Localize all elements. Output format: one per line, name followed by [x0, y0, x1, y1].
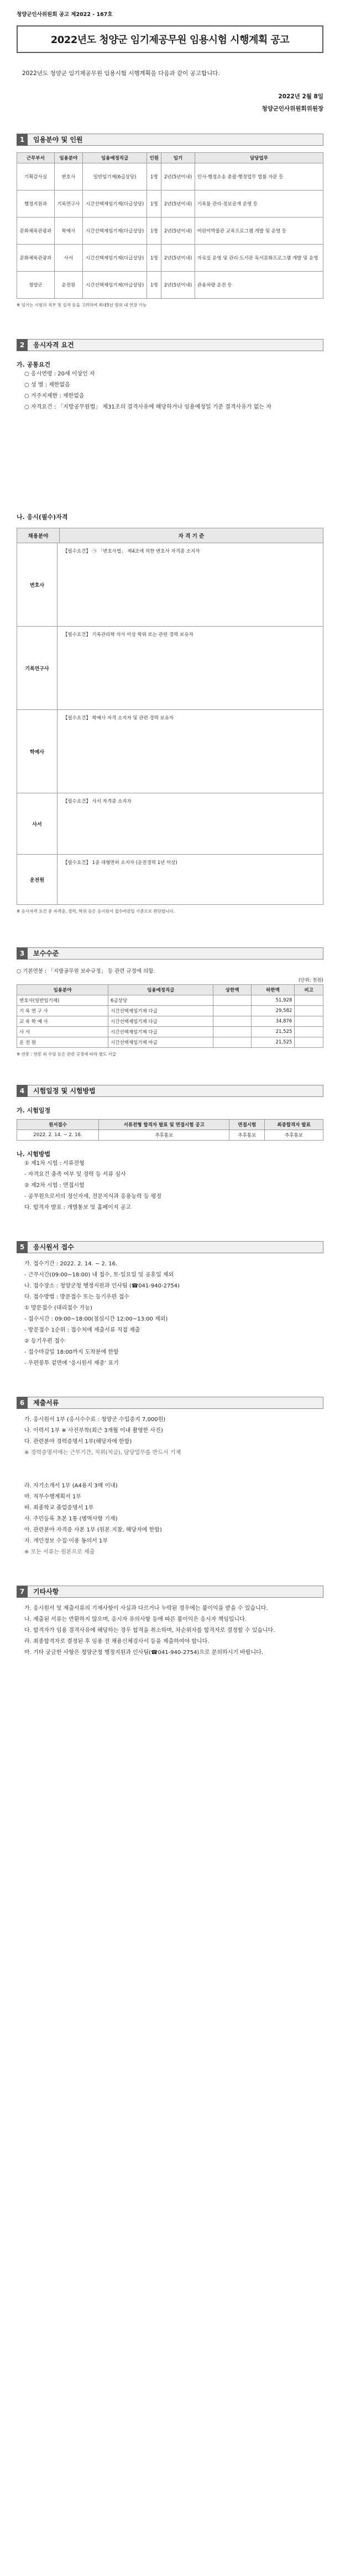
- section-1-header: [17, 134, 323, 146]
- issuer: 청양군인사위원회위원장: [261, 105, 323, 112]
- qual-label: 기록연구사: [17, 627, 57, 709]
- table-row: [17, 1037, 323, 1048]
- section-5-header: [17, 1241, 323, 1253]
- apply-line: ② 등기우편 접수: [24, 1338, 65, 1344]
- cell: 기록연구사: [54, 190, 82, 218]
- doc-line: ※ 경력증명서에는 근무기간, 직위(직급), 담당업무를 반드시 기재: [24, 1450, 181, 1456]
- cell: 일반임기제(6급상당): [82, 163, 147, 190]
- cell: [295, 1016, 323, 1027]
- qual-header: [17, 528, 323, 543]
- qual-label: 사서: [17, 793, 57, 854]
- cell: 교 육 학 예 사: [17, 1016, 108, 1027]
- common-req-3: ○ 거주지제한 : 제한없음: [24, 393, 85, 399]
- cell: 관용차량 운전 등: [195, 272, 323, 299]
- qual-body: 【필수요건】 사서 자격증 소지자: [63, 799, 132, 804]
- cell: [213, 1016, 251, 1027]
- notice-page: [17, 0, 323, 1658]
- qual-label: 학예사: [17, 710, 57, 793]
- cell: 시간선택제임기제 다급: [108, 1006, 213, 1016]
- section-title: 제출서류: [28, 1397, 323, 1409]
- qual-row: [17, 855, 323, 904]
- qual-head-field: 채용분야: [17, 528, 60, 543]
- section-number: 3: [17, 947, 28, 960]
- doc-line: 아. 관련분야 자격증 사본 1부 (원본 지참, 해당자에 한함): [24, 1527, 162, 1533]
- th-field: 임용분야: [17, 985, 108, 995]
- pay-unit: (단위: 천원): [298, 978, 323, 983]
- doc-line: 마. 직무수행계획서 1부: [24, 1494, 81, 1500]
- qual-head-criteria: 자 격 기 준: [178, 533, 205, 539]
- misc-list: [17, 1603, 323, 1658]
- cell: 변호사(일반임기제): [17, 995, 108, 1006]
- misc-line: 다. 합격자가 임용 결격사유에 해당하는 경우 합격을 취소하며, 차순위자를 합격자로 결정할 수 있습니다.: [24, 1628, 275, 1634]
- date-block: [17, 91, 323, 115]
- section-number: 1: [17, 134, 28, 146]
- section-number: 7: [17, 1586, 28, 1598]
- apply-line: 나. 접수장소 : 청양군청 행정지원과 인사팀 (☎041-940-2754): [24, 1283, 180, 1289]
- th-interview: 면접시험: [229, 1120, 265, 1130]
- qual-body: 【필수요건】 학예사 자격 소지자 및 관련 경력 보유자: [63, 715, 174, 721]
- cell: 문화체육관광과: [17, 218, 55, 245]
- section-title: 임용분야 및 인원: [28, 134, 323, 146]
- cell: 사서: [54, 245, 82, 272]
- table-row: [17, 163, 323, 190]
- th-apply: 원서접수: [17, 1120, 99, 1130]
- doc-line: 다. 관련분야 경력증명서 1부(해당자에 한함): [24, 1439, 132, 1445]
- section-title: 응시원서 접수: [28, 1241, 323, 1253]
- cell: 시간선택제임기제(다급상당): [82, 190, 147, 218]
- schedule-title: 가. 시험일정: [17, 1107, 51, 1114]
- table-row: [17, 272, 323, 299]
- table-row: [17, 1027, 323, 1037]
- cell: 변호사: [54, 163, 82, 190]
- cell: 1명: [147, 245, 161, 272]
- cell: 51,928: [251, 995, 295, 1006]
- common-req-4: ○ 자격요건 : 「지방공무원법」 제31조의 결격사유에 해당하거나 임용예정일 기준 결격사유가 없는 자: [24, 404, 271, 410]
- th-dept: 근무부서: [17, 153, 55, 163]
- doc-line: 가. 응시원서 1부 (응시수수료 : 청양군 수입증지 7,000원): [24, 1417, 166, 1423]
- apply-line: ① 방문접수 (대리접수 가능): [24, 1305, 92, 1311]
- table-row: [17, 190, 323, 218]
- cell: [213, 995, 251, 1006]
- section-number: 4: [17, 1085, 28, 1097]
- th-rank: 임용예정직급: [108, 985, 213, 995]
- cell: 시간선택제임기제 다급: [108, 1027, 213, 1037]
- cell: 시간선택제임기제 마급: [108, 1037, 213, 1048]
- cell: 운전원: [54, 272, 82, 299]
- cell: 1명: [147, 190, 161, 218]
- apply-line: 다. 접수방법 : 방문접수 또는 등기우편 접수: [24, 1294, 129, 1300]
- cell: 2년(5년이내): [161, 272, 195, 299]
- section-3-header: [17, 947, 323, 960]
- cell: 추후통보: [229, 1130, 265, 1141]
- cell: 6급상당: [108, 995, 213, 1006]
- cell: 기 록 연 구 사: [17, 1006, 108, 1016]
- qual-row: [17, 793, 323, 855]
- cell: 문화체육관광과: [17, 245, 55, 272]
- notice-number: 청양군인사위원회 공고 제2022 - 167호: [17, 12, 113, 18]
- cell: 학예사: [54, 218, 82, 245]
- cell: 34,876: [251, 1016, 295, 1027]
- qual-label: 운전원: [17, 855, 57, 904]
- table-row: [17, 995, 323, 1006]
- cell: [295, 1027, 323, 1037]
- cell: [295, 1006, 323, 1016]
- cell: 2년(5년이내): [161, 190, 195, 218]
- th-duty: 담당업무: [195, 153, 323, 163]
- cell: 기록물 관리·정보공개 운영 등: [195, 190, 323, 218]
- method-line: - 자격요건 충족 여부 및 경력 등 서류 심사: [24, 1172, 126, 1178]
- section-2-header: [17, 339, 323, 351]
- notice-date: 2022년 2월 8일: [278, 93, 323, 100]
- section-number: 6: [17, 1397, 28, 1409]
- misc-line: 가. 응시원서 및 제출서류의 기재사항이 사실과 다르거나 누락된 경우에는 불이익을 받을 수 있습니다.: [24, 1605, 268, 1612]
- cell: [213, 1027, 251, 1037]
- table-row: [17, 1006, 323, 1016]
- pay-note: ※ 연봉 : 연봉 외 수당 등은 관련 규정에 따라 별도 지급: [17, 1052, 116, 1057]
- cell: 1명: [147, 218, 161, 245]
- table-row: [17, 1130, 323, 1141]
- cell: 추후통보: [99, 1130, 229, 1141]
- qual-body: 【필수요건】 ㉠ 「변호사법」 제4조에 의한 변호사 자격증 소지자: [63, 549, 200, 554]
- th-upper: 상한액: [213, 985, 251, 995]
- doc-line: 바. 최종학교 졸업증명서 1부: [24, 1505, 94, 1511]
- section-number: 2: [17, 339, 28, 351]
- doc-line: 라. 자기소개서 1부 (A4용지 3매 이내): [24, 1483, 118, 1489]
- positions-table: [17, 152, 323, 299]
- section-number: 5: [17, 1241, 28, 1253]
- cell: [213, 1037, 251, 1048]
- cell: 운 전 원: [17, 1037, 108, 1048]
- common-req-1: ○ 응시연령 : 20세 이상인 자: [24, 371, 95, 377]
- cell: 1명: [147, 272, 161, 299]
- cell: 행정지원과: [17, 190, 55, 218]
- section-4-header: [17, 1085, 323, 1097]
- qual-body: 【필수요건】 기록관리학 석사 이상 학위 또는 관련 경력 보유자: [63, 632, 193, 638]
- pay-lead: ○ 기본연봉 : 「지방공무원 보수규정」 등 관련 규정에 의함.: [17, 968, 155, 974]
- cell: 시간선택제임기제(마급상당): [82, 272, 147, 299]
- misc-line: 마. 기타 궁금한 사항은 청양군청 행정지원과 인사팀(☎041-940-2754)으로 문의하시기 바랍니다.: [24, 1650, 264, 1656]
- apply-list: [17, 1259, 323, 1369]
- method-line: ① 제1차 시험 : 서류전형: [24, 1160, 85, 1167]
- doc-line: 자. 개인정보 수집·이용 동의서 1부: [24, 1538, 108, 1544]
- cell: 기획감사실: [17, 163, 55, 190]
- section-title: 기타사항: [28, 1586, 323, 1598]
- th-field: 임용분야: [54, 153, 82, 163]
- apply-line: - 방문접수 1순위 : 접수처에 제출서류 직접 제출: [24, 1327, 140, 1333]
- cell: 2년(5년이내): [161, 218, 195, 245]
- cell: [295, 995, 323, 1006]
- qual-title: 나. 응시(필수)자격: [17, 513, 68, 521]
- schedule-table: [17, 1119, 323, 1141]
- docs-list: [17, 1414, 323, 1558]
- cell: 자료실 운영 및 관리·도서관 독서문화프로그램 개발 및 운영: [195, 245, 323, 272]
- th-term: 임기: [161, 153, 195, 163]
- section-7-header: [17, 1586, 323, 1598]
- table-row: [17, 245, 323, 272]
- section-title: 보수수준: [28, 947, 323, 960]
- method-line: ② 제2차 시험 : 면접시험: [24, 1183, 85, 1189]
- cell: 2년(5년이내): [161, 163, 195, 190]
- th-doc-result: 서류전형 합격자 발표 및 면접시험 공고: [99, 1120, 229, 1130]
- cell: [213, 1006, 251, 1016]
- doc-line: 사. 주민등록 초본 1통 (병역사항 기재): [24, 1516, 118, 1522]
- qual-row: [17, 627, 323, 710]
- doc-line: 나. 이력서 1부 ※ 사진부착(최근 3개월 이내 촬영한 사진): [24, 1428, 163, 1434]
- apply-line: 가. 접수기간 : 2022. 2. 14. ~ 2. 16.: [24, 1261, 118, 1267]
- qual-body: 【필수요건】 1종 대형면허 소지자 (운전경력 1년 이상): [63, 860, 177, 866]
- common-req-2: ○ 성 별 : 제한없음: [24, 382, 70, 388]
- method-line: 다. 합격자 발표 : 개별통보 및 홈페이지 공고: [24, 1205, 132, 1211]
- cell: 21,525: [251, 1037, 295, 1048]
- section-6-header: [17, 1397, 323, 1409]
- qual-note: ※ 응시자격 요건 중 자격증, 경력, 학위 등은 응시원서 접수마감일 기준으로 판단합니다.: [17, 909, 175, 914]
- qual-row: [17, 543, 323, 627]
- cell: 인사·행정소송 총괄·행정업무 법률 자문 등: [195, 163, 323, 190]
- doc-line: ※ 모든 서류는 원본으로 제출: [24, 1549, 95, 1555]
- th-remark: 비고: [295, 985, 323, 995]
- table-row: [17, 1016, 323, 1027]
- cell: 2년(5년이내): [161, 245, 195, 272]
- th-rank: 임용예정직급: [82, 153, 147, 163]
- method-line: - 공무원으로서의 정신자세, 전문지식과 응용능력 등 평정: [24, 1194, 162, 1200]
- qual-label: 변호사: [17, 543, 57, 626]
- cell: 추후통보: [265, 1130, 323, 1141]
- section-1-note: ※ 임기는 시험의 직무 및 실적 등을 고려하여 최대5년 범위 내 연장 가능: [17, 303, 147, 308]
- apply-line: - 근무시간(09:00~18:00) 내 접수, 토·일요일 및 공휴일 제외: [24, 1272, 174, 1278]
- section-title: 시험일정 및 시험방법: [28, 1085, 323, 1097]
- apply-line: - 접수마감일 18:00까지 도착분에 한함: [24, 1349, 119, 1355]
- cell: 시간선택제임기제(다급상당): [82, 218, 147, 245]
- misc-line: 라. 최종합격자로 결정된 후 임용 전 채용신체검사서 등을 제출하여야 합니다.: [24, 1639, 210, 1645]
- cell: 사 서: [17, 1027, 108, 1037]
- th-lower: 하한액: [251, 985, 295, 995]
- section-title: 응시자격 요건: [28, 339, 323, 351]
- cell: 21,525: [251, 1027, 295, 1037]
- common-req-title: 가. 공통요건: [17, 361, 51, 368]
- cell: [295, 1037, 323, 1048]
- cell: 시간선택제임기제 다급: [108, 1016, 213, 1027]
- cell: 어린이박물관 교육프로그램 개발 및 운영 등: [195, 218, 323, 245]
- qualification-table: [17, 528, 323, 905]
- th-count: 인원: [147, 153, 161, 163]
- intro-text: 2022년도 청양군 임기제공무원 임용시험 시행계획을 다음과 같이 공고합니다.: [22, 70, 220, 77]
- misc-line: 나. 제출된 서류는 반환하지 않으며, 응시자 유의사항 등에 따른 불이익은 응시자 책임입니다.: [24, 1616, 247, 1623]
- apply-line: - 접수시간 : 09:00~18:00(점심시간 12:00~13:00 제외): [24, 1316, 168, 1322]
- pay-table: [17, 984, 323, 1048]
- th-final: 최종합격자 발표: [265, 1120, 323, 1130]
- cell: 청양군: [17, 272, 55, 299]
- cell: 29,582: [251, 1006, 295, 1016]
- cell: 1명: [147, 163, 161, 190]
- method-title: 나. 시험방법: [17, 1151, 51, 1158]
- apply-line: - 우편봉투 겉면에 ‘응시원서 재중’ 표기: [24, 1360, 119, 1366]
- notice-title: 2022년도 청양군 임기제공무원 임용시험 시행계획 공고: [17, 25, 323, 53]
- table-row: [17, 218, 323, 245]
- qual-row: [17, 710, 323, 793]
- cell: 2022. 2. 14. ~ 2. 16.: [17, 1130, 99, 1141]
- cell: 시간선택제임기제(다급상당): [82, 245, 147, 272]
